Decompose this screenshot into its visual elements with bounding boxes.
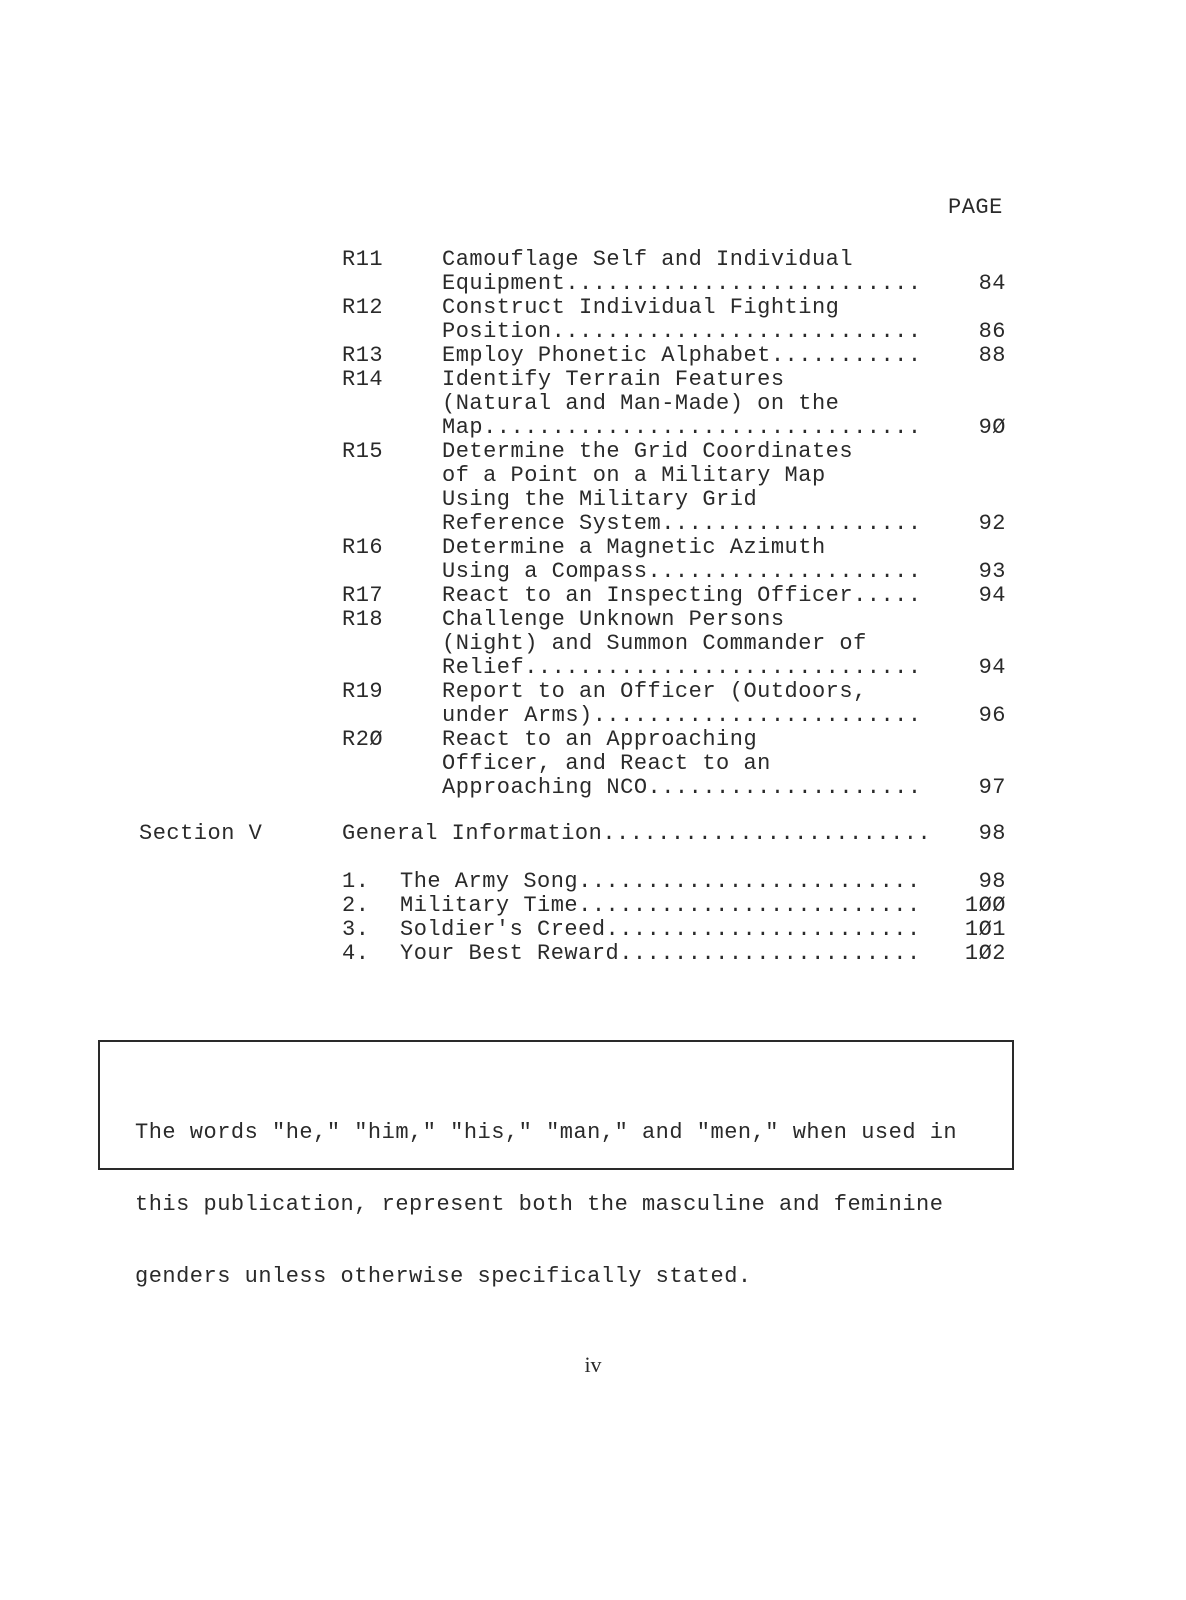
list-item-title: Your Best Reward...................... — [400, 941, 921, 966]
list-item-number: 2. — [342, 893, 370, 918]
entry-code: R17 — [342, 583, 384, 608]
list-item-number: 1. — [342, 869, 370, 894]
entry-title-line: (Natural and Man-Made) on the — [442, 391, 840, 416]
notice-line: this publication, represent both the masculine and feminine — [135, 1192, 944, 1217]
entry-code: R16 — [342, 535, 384, 560]
entry-code: R19 — [342, 679, 384, 704]
entry-code: R18 — [342, 607, 384, 632]
entry-code: R13 — [342, 343, 384, 368]
notice-text — [135, 1073, 1015, 1313]
list-item-page: 98 — [978, 869, 1006, 894]
entry-title-line: Identify Terrain Features — [442, 367, 785, 392]
entry-title-line: under Arms)........................ — [442, 703, 922, 728]
entry-code: R2Ø — [342, 727, 384, 752]
entry-page: 88 — [978, 343, 1006, 368]
entry-title-line: React to an Inspecting Officer..... — [442, 583, 922, 608]
entry-title-line: Approaching NCO.................... — [442, 775, 922, 800]
entry-title-line: Equipment.......................... — [442, 271, 922, 296]
entry-title-line: Camouflage Self and Individual — [442, 247, 854, 272]
entry-title-line: Officer, and React to an — [442, 751, 771, 776]
notice-line: The words "he," "him," "his," "man," and "men," when used in — [135, 1120, 958, 1145]
list-item-title: Military Time......................... — [400, 893, 921, 918]
entry-title-line: Challenge Unknown Persons — [442, 607, 785, 632]
section-v-label: Section V — [139, 821, 263, 846]
list-item-number: 3. — [342, 917, 370, 942]
entry-page: 97 — [978, 775, 1006, 800]
entry-title-line: Using a Compass.................... — [442, 559, 922, 584]
section-v-page: 98 — [978, 821, 1006, 846]
section-v-title: General Information........................ — [342, 821, 932, 846]
entry-title-line: Employ Phonetic Alphabet........... — [442, 343, 922, 368]
notice-line: genders unless otherwise specifically stated. — [135, 1264, 752, 1289]
entry-title-line: Position........................... — [442, 319, 922, 344]
entry-page: 94 — [978, 583, 1006, 608]
entry-title-line: (Night) and Summon Commander of — [442, 631, 867, 656]
entry-page: 93 — [978, 559, 1006, 584]
entry-page: 94 — [978, 655, 1006, 680]
entry-page: 92 — [978, 511, 1006, 536]
page-column-header: PAGE — [948, 195, 1003, 220]
list-item-page: 1ØØ — [964, 893, 1006, 918]
entry-title-line: Using the Military Grid — [442, 487, 758, 512]
entry-title-line: Report to an Officer (Outdoors, — [442, 679, 867, 704]
entry-code: R14 — [342, 367, 384, 392]
entry-title-line: Construct Individual Fighting — [442, 295, 840, 320]
list-item-page: 1Ø2 — [964, 941, 1006, 966]
entry-title-line: React to an Approaching — [442, 727, 758, 752]
list-item-page: 1Ø1 — [964, 917, 1006, 942]
list-item-title: Soldier's Creed....................... — [400, 917, 921, 942]
list-item-number: 4. — [342, 941, 370, 966]
entry-code: R12 — [342, 295, 384, 320]
entry-code: R15 — [342, 439, 384, 464]
entry-title-line: Reference System................... — [442, 511, 922, 536]
entry-code: R11 — [342, 247, 384, 272]
entry-page: 84 — [978, 271, 1006, 296]
entry-title-line: of a Point on a Military Map — [442, 463, 826, 488]
entry-title-line: Map................................ — [442, 415, 922, 440]
entry-page: 9Ø — [978, 415, 1006, 440]
entry-title-line: Relief............................. — [442, 655, 922, 680]
entry-page: 96 — [978, 703, 1006, 728]
entry-title-line: Determine a Magnetic Azimuth — [442, 535, 826, 560]
entry-page: 86 — [978, 319, 1006, 344]
list-item-title: The Army Song......................... — [400, 869, 921, 894]
entry-title-line: Determine the Grid Coordinates — [442, 439, 854, 464]
page-number: iv — [584, 1352, 602, 1377]
